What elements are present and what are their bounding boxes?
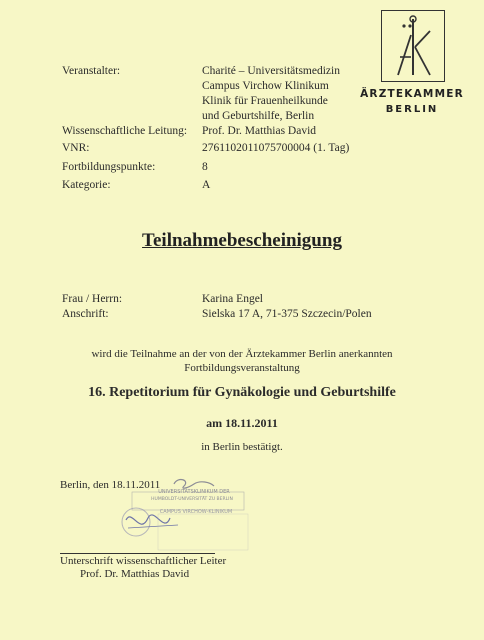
logo-name-line2: BERLIN [385, 104, 439, 115]
event-title: 16. Repetitorium für Gynäkologie und Geburtshilfe [88, 385, 396, 400]
stamp-line-1: UNIVERSITÄTSKLINIKUM DER [158, 489, 230, 495]
participant-address: Sielska 17 A, 71-375 Szczecin/Polen [202, 308, 372, 320]
logo-frame [381, 10, 445, 82]
category-value: A [202, 179, 211, 191]
confirm-line: in Berlin bestätigt. [201, 441, 283, 453]
signature-caption: Unterschrift wissenschaftlicher Leiter [60, 555, 227, 567]
organizer-line-1: Charité – Universitätsmedizin [202, 65, 340, 77]
signature-line [60, 553, 215, 554]
points-value: 8 [202, 161, 208, 173]
leader-value: Prof. Dr. Matthias David [202, 125, 317, 137]
vnr-value: 2761102011075700004 (1. Tag) [202, 142, 350, 154]
stamp-line-2: HUMBOLDT-UNIVERSITÄT ZU BERLIN [151, 497, 233, 502]
organizer-label: Veranstalter: [62, 65, 121, 77]
document-title: Teilnahmebescheinigung [142, 230, 342, 251]
logo-name-line1: ÄRZTEKAMMER [360, 88, 464, 100]
stamp-line-3: CAMPUS VIRCHOW-KLINIKUM [159, 509, 233, 515]
place-date: Berlin, den 18.11.2011 [60, 479, 161, 491]
institution-stamp [118, 478, 258, 560]
organizer-line-3: Klinik für Frauenheilkunde [202, 95, 328, 107]
event-date: am 18.11.2011 [206, 416, 278, 430]
vnr-label: VNR: [62, 142, 90, 154]
participant-name: Karina Engel [202, 293, 263, 305]
organizer-line-4: und Geburtshilfe, Berlin [202, 110, 315, 122]
aerztekammer-logo [360, 10, 464, 122]
points-label: Fortbildungspunkte: [62, 161, 156, 173]
body-line-1: wird die Teilnahme an der von der Ärztekammer Berlin anerkannten [91, 348, 393, 360]
logo-ak-mark-icon [382, 11, 444, 81]
participant-name-label: Frau / Herrn: [62, 293, 123, 305]
participant-address-label: Anschrift: [62, 308, 109, 320]
leader-label: Wissenschaftliche Leitung: [62, 125, 188, 137]
body-line-2: Fortbildungsveranstaltung [184, 362, 300, 374]
signature-name: Prof. Dr. Matthias David [80, 568, 190, 580]
category-label: Kategorie: [62, 179, 111, 191]
organizer-line-2: Campus Virchow Klinikum [202, 80, 329, 92]
